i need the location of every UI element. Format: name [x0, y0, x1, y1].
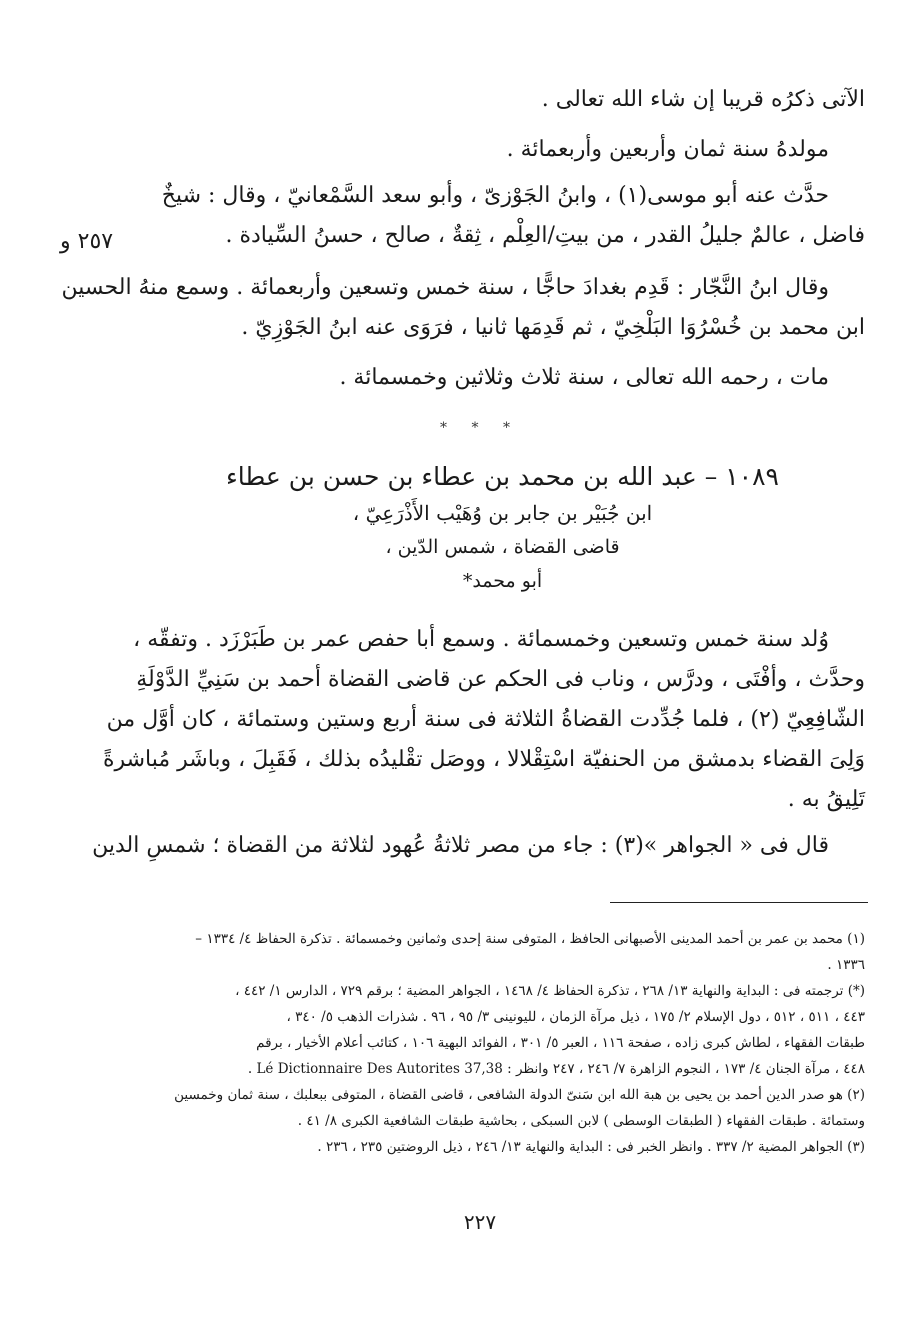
text-line: وقال ابنُ النَّجّار : قَدِم بغدادَ حاجًّا ، سنة خمس وتسعين وأربعمائة . وسمع منهُ الحسين	[61, 275, 829, 300]
text-line: تَلِيقُ به .	[787, 787, 865, 812]
text-line: وَلِىَ القضاء بدمشق من الحنفيّة اسْتِقْلالا ، ووصَل تقْليدُه بذلك ، فَقَبِلَ ، وباشَر مُباشرةً	[102, 747, 865, 772]
page-number: ٢٢٧	[463, 1210, 497, 1234]
text-line: فاضل ، عالمٌ جليلُ القدر ، من بيتِ/العِلْم ، ثِقةٌ ، صالح ، حسنُ السِّيادة .	[225, 223, 865, 248]
entry-lineage-line: ابن جُبَيْر بن جابر بن وُهَيْب الأَذْرَعِيّ ،	[352, 501, 653, 525]
top-text	[140, 80, 865, 120]
footnote-line: (١) محمد بن عمر بن أحمد المدينى الأصبهانى الحافظ ، المتوفى سنة إحدى وثمانين وخمسمائة . تذكرة الحفاظ ٤/ ١٣٣٤ –	[195, 931, 865, 947]
footnote-line: وستمائة . طبقات الفقهاء ( الطبقات الوسطى ) لابن السبكى ، بحاشية طبقات الشافعية الكبرى ٨/ ٤١ .	[297, 1113, 865, 1129]
footnote-2	[140, 1082, 865, 1134]
text-line: الآتى ذكرُه قريبا إن شاء الله تعالى .	[541, 87, 865, 112]
footnote-line: ٤٤٣ ، ٥١١ ، ٥١٢ ، دول الإسلام ٢/ ١٧٥ ، ذيل مرآة الزمان ، لليونينى ٣/ ٩٥ ، ٩٦ . شذرات الذهب ٥/ ٣٤٠ ،	[286, 1009, 865, 1025]
text-line: وحدَّث ، وأفْتَى ، ودرَّس ، وناب فى الحكم عن قاضى القضاة أحمد بن سَنِيِّ الدَّوْلَةِ	[136, 667, 865, 692]
entry-kunya: أبو محمد*	[462, 570, 543, 592]
footnotes	[140, 926, 865, 1160]
footnote-line: ١٣٣٦ .	[827, 957, 865, 973]
text-line: مات ، رحمه الله تعالى ، سنة ثلاث وثلاثين وخمسمائة .	[339, 365, 829, 390]
footnote-star	[140, 978, 865, 1082]
death-paragraph	[140, 358, 865, 398]
text-line: ابن محمد بن خُسْرُوَا البَلْخِيّ ، ثم قَدِمَها ثانيا ، فرَوَى عنه ابنُ الجَوْزِيّ .	[241, 315, 865, 340]
text-line: حدَّث عنه أبو موسى(١) ، وابنُ الجَوْزىّ ، وأبو سعد السَّمْعانيّ ، وقال : شيخٌ	[161, 183, 829, 208]
footnote-1	[140, 926, 865, 978]
narration-paragraph	[140, 176, 865, 256]
footnote-line: (*) ترجمته فى : البداية والنهاية ١٣/ ٢٦٨ ، تذكرة الحفاظ ٤/ ١٤٦٨ ، الجواهر المضية ؛ برقم ٧٢٩ ، الدارس ١/ ٤٤٢ ،	[235, 983, 865, 999]
footnote-line: طبقات الفقهاء ، لطاش كبرى زاده ، صفحة ١١٦ ، العبر ٥/ ٣٠١ ، الفوائد البهية ١٠٦ ، كتائب أعلام الأخيار ، برقم	[256, 1035, 865, 1051]
najjar-paragraph	[61, 268, 865, 348]
text-line: قال فى « الجواهر »(٣) : جاء من مصر ثلاثةُ عُهود لثلاثة من القضاة ؛ شمسِ الدين	[92, 833, 829, 858]
birth-paragraph	[140, 130, 865, 170]
footnote-line: (٢) هو صدر الدين أحمد بن يحيى بن هبة الله ابن سَنىّ الدولة الشافعى ، قاضى القضاة ، المتوفى ببعلبك ، سنة ثمان وخمسين	[174, 1087, 865, 1103]
entry-title-honorific: قاضى القضاة ، شمس الدّين ،	[385, 536, 620, 558]
jawahir-paragraph	[92, 826, 865, 866]
footnote-3	[140, 1134, 865, 1160]
footnote-separator-rule	[610, 902, 868, 903]
text-line: وُلد سنة خمس وتسعين وخمسمائة . وسمع أبا حفص عمر بن طَبَرْزَد . وتفقّه ،	[133, 627, 829, 652]
footnote-line: (٣) الجواهر المضية ٢/ ٣٣٧ . وانظر الخبر فى : البداية والنهاية ١٣/ ٢٤٦ ، ذيل الروضتين ٢٣٥ ، ٢٣٦ .	[317, 1139, 865, 1155]
margin-folio-note: ٢٥٧ و	[60, 229, 114, 254]
entry-heading	[140, 458, 865, 598]
entry-title-line: ١٠٨٩ – عبد الله بن محمد بن عطاء بن حسن بن عطاء	[226, 462, 779, 491]
text-line: مولدهُ سنة ثمان وأربعين وأربعمائة .	[506, 137, 829, 162]
text-line: الشّافِعِيّ (٢) ، فلما جُدِّدت القضاةُ الثلاثة فى سنة أربع وستين وستمائة ، كان أوَّل من	[106, 707, 865, 732]
biography-paragraph	[102, 620, 865, 820]
section-separator: * * *	[440, 420, 520, 436]
footnote-line: ٤٤٨ ، مرآة الجنان ٤/ ١٧٣ ، النجوم الزاهرة ٧/ ٢٤٦ ، ٢٤٧ وانظر : Lé Dictionnaire Des Autorites 37,38 .	[247, 1061, 865, 1077]
